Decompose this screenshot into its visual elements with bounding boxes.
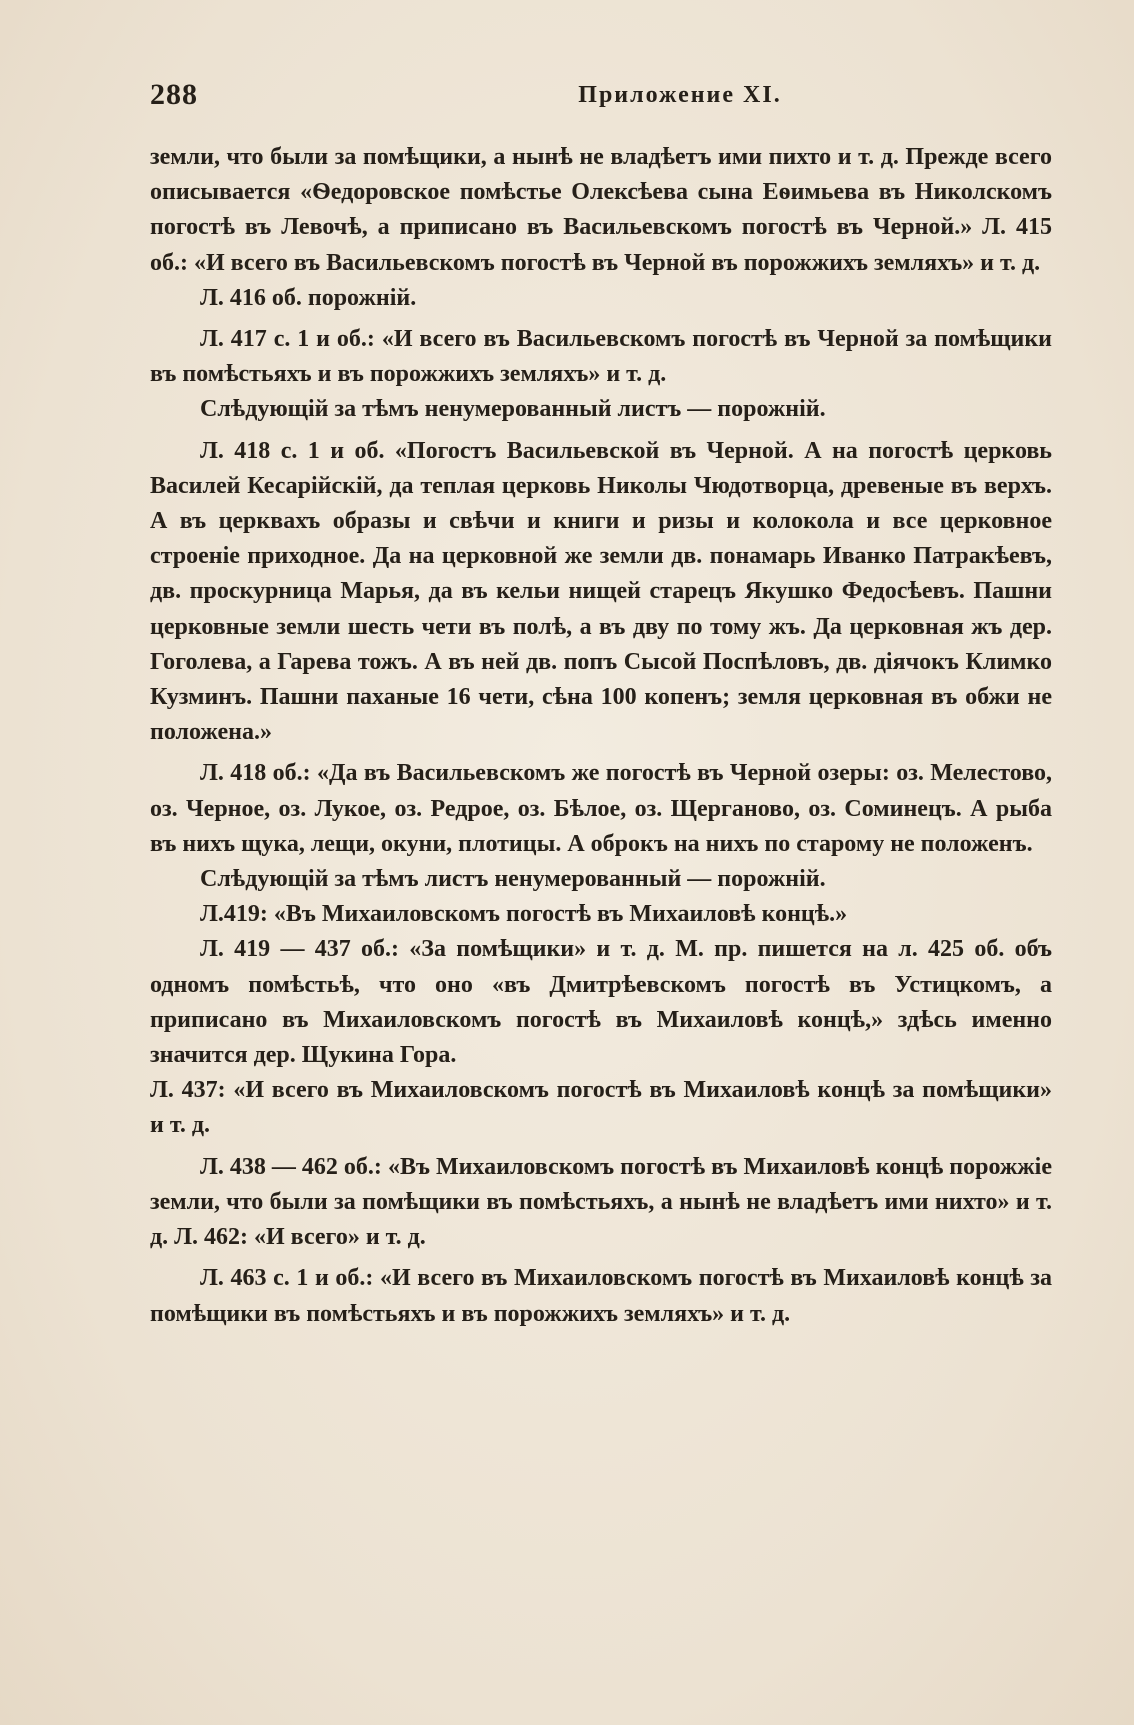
paragraph: Слѣдующій за тѣмъ листъ ненумерованный — порожній. — [200, 866, 826, 893]
paragraph: Л. 437: «И всего въ Михаиловскомъ погостѣ въ Михаиловѣ концѣ за помѣщики» и т. д. — [150, 1077, 1052, 1139]
paragraph: Л. 438 — 462 об.: «Въ Михаиловскомъ погостѣ въ Михаиловѣ концѣ порожжіе земли, что были за помѣщики въ помѣстьяхъ, а нынѣ не владѣетъ ими нихто» и т. д. Л. 462: «И всего» и т. д. — [150, 1153, 1052, 1251]
paragraph: Л. 463 с. 1 и об.: «И всего въ Михаиловскомъ погостѣ въ Михаиловѣ концѣ за помѣщики въ помѣстьяхъ и въ порожжихъ земляхъ» и т. д. — [150, 1265, 1052, 1327]
paragraph: Л. 418 с. 1 и об. «Погостъ Васильевской въ Черной. А на погостѣ церковь Василей Кесарійскій, да теплая церковь Николы Чюдотворца, древеные въ верхъ. А въ церквахъ образы и свѣчи и книги и ризы и колокола и все церковное строеніе приходное. Да на церковной же земли дв. понамарь Иванко Патракѣевъ, дв. проскурница Марья, да въ кельи нищей старецъ Якушко Федосѣевъ. Пашни церковные земли шесть чети въ полѣ, а въ дву по тому жъ. Да церковная жъ дер. Гоголева, а Гарева тожъ. А въ ней дв. попъ Сысой Поспѣловъ, дв. діячокъ Климко Кузминъ. Пашни паханые 16 чети, сѣна 100 копенъ; земля церковная въ обжи не положена.» — [150, 437, 1052, 746]
page-header — [150, 78, 1050, 118]
paragraph: Л. 418 об.: «Да въ Васильевскомъ же погостѣ въ Черной озеры: оз. Мелестово, оз. Черное, оз. Лукое, оз. Редрое, оз. Бѣлое, оз. Щерганово, оз. Соминецъ. А рыба въ нихъ щука, лещи, окуни, плотицы. А оброкъ на нихъ по старому не положенъ. — [150, 760, 1052, 857]
paragraph: Л. 416 об. порожній. — [200, 284, 417, 311]
running-title: Приложение XI. — [578, 82, 782, 108]
paragraph: Слѣдующій за тѣмъ ненумерованный листъ — порожній. — [200, 396, 826, 423]
page-number: 288 — [150, 78, 198, 111]
body-text — [150, 140, 1052, 1332]
paragraph: Л. 419 — 437 об.: «За помѣщики» и т. д. М. пр. пишется на л. 425 об. объ одномъ помѣстьѣ, что оно «въ Дмитрѣевскомъ погостѣ въ Устицкомъ, а приписано въ Михаиловскомъ погостѣ въ Михаиловѣ концѣ,» здѣсь именно значится дер. Щукина Гора. — [150, 936, 1052, 1069]
paragraph: Л. 417 с. 1 и об.: «И всего въ Васильевскомъ погостѣ въ Черной за помѣщики въ помѣстьяхъ и въ порожжихъ земляхъ» и т. д. — [150, 326, 1052, 388]
paragraph: земли, что были за помѣщики, а нынѣ не владѣетъ ими пихто и т. д. Прежде всего описывается «Ѳедоровское помѣстье Олексѣева сына Еѳимьева въ Николскомъ погостѣ въ Левочѣ, а приписано въ Васильевскомъ погостѣ въ Черной.» Л. 415 об.: «И всего въ Васильевскомъ погостѣ въ Черной въ порожжихъ земляхъ» и т. д. — [150, 144, 1052, 276]
paragraph: Л.419: «Въ Михаиловскомъ погостѣ въ Михаиловѣ концѣ.» — [200, 901, 848, 928]
